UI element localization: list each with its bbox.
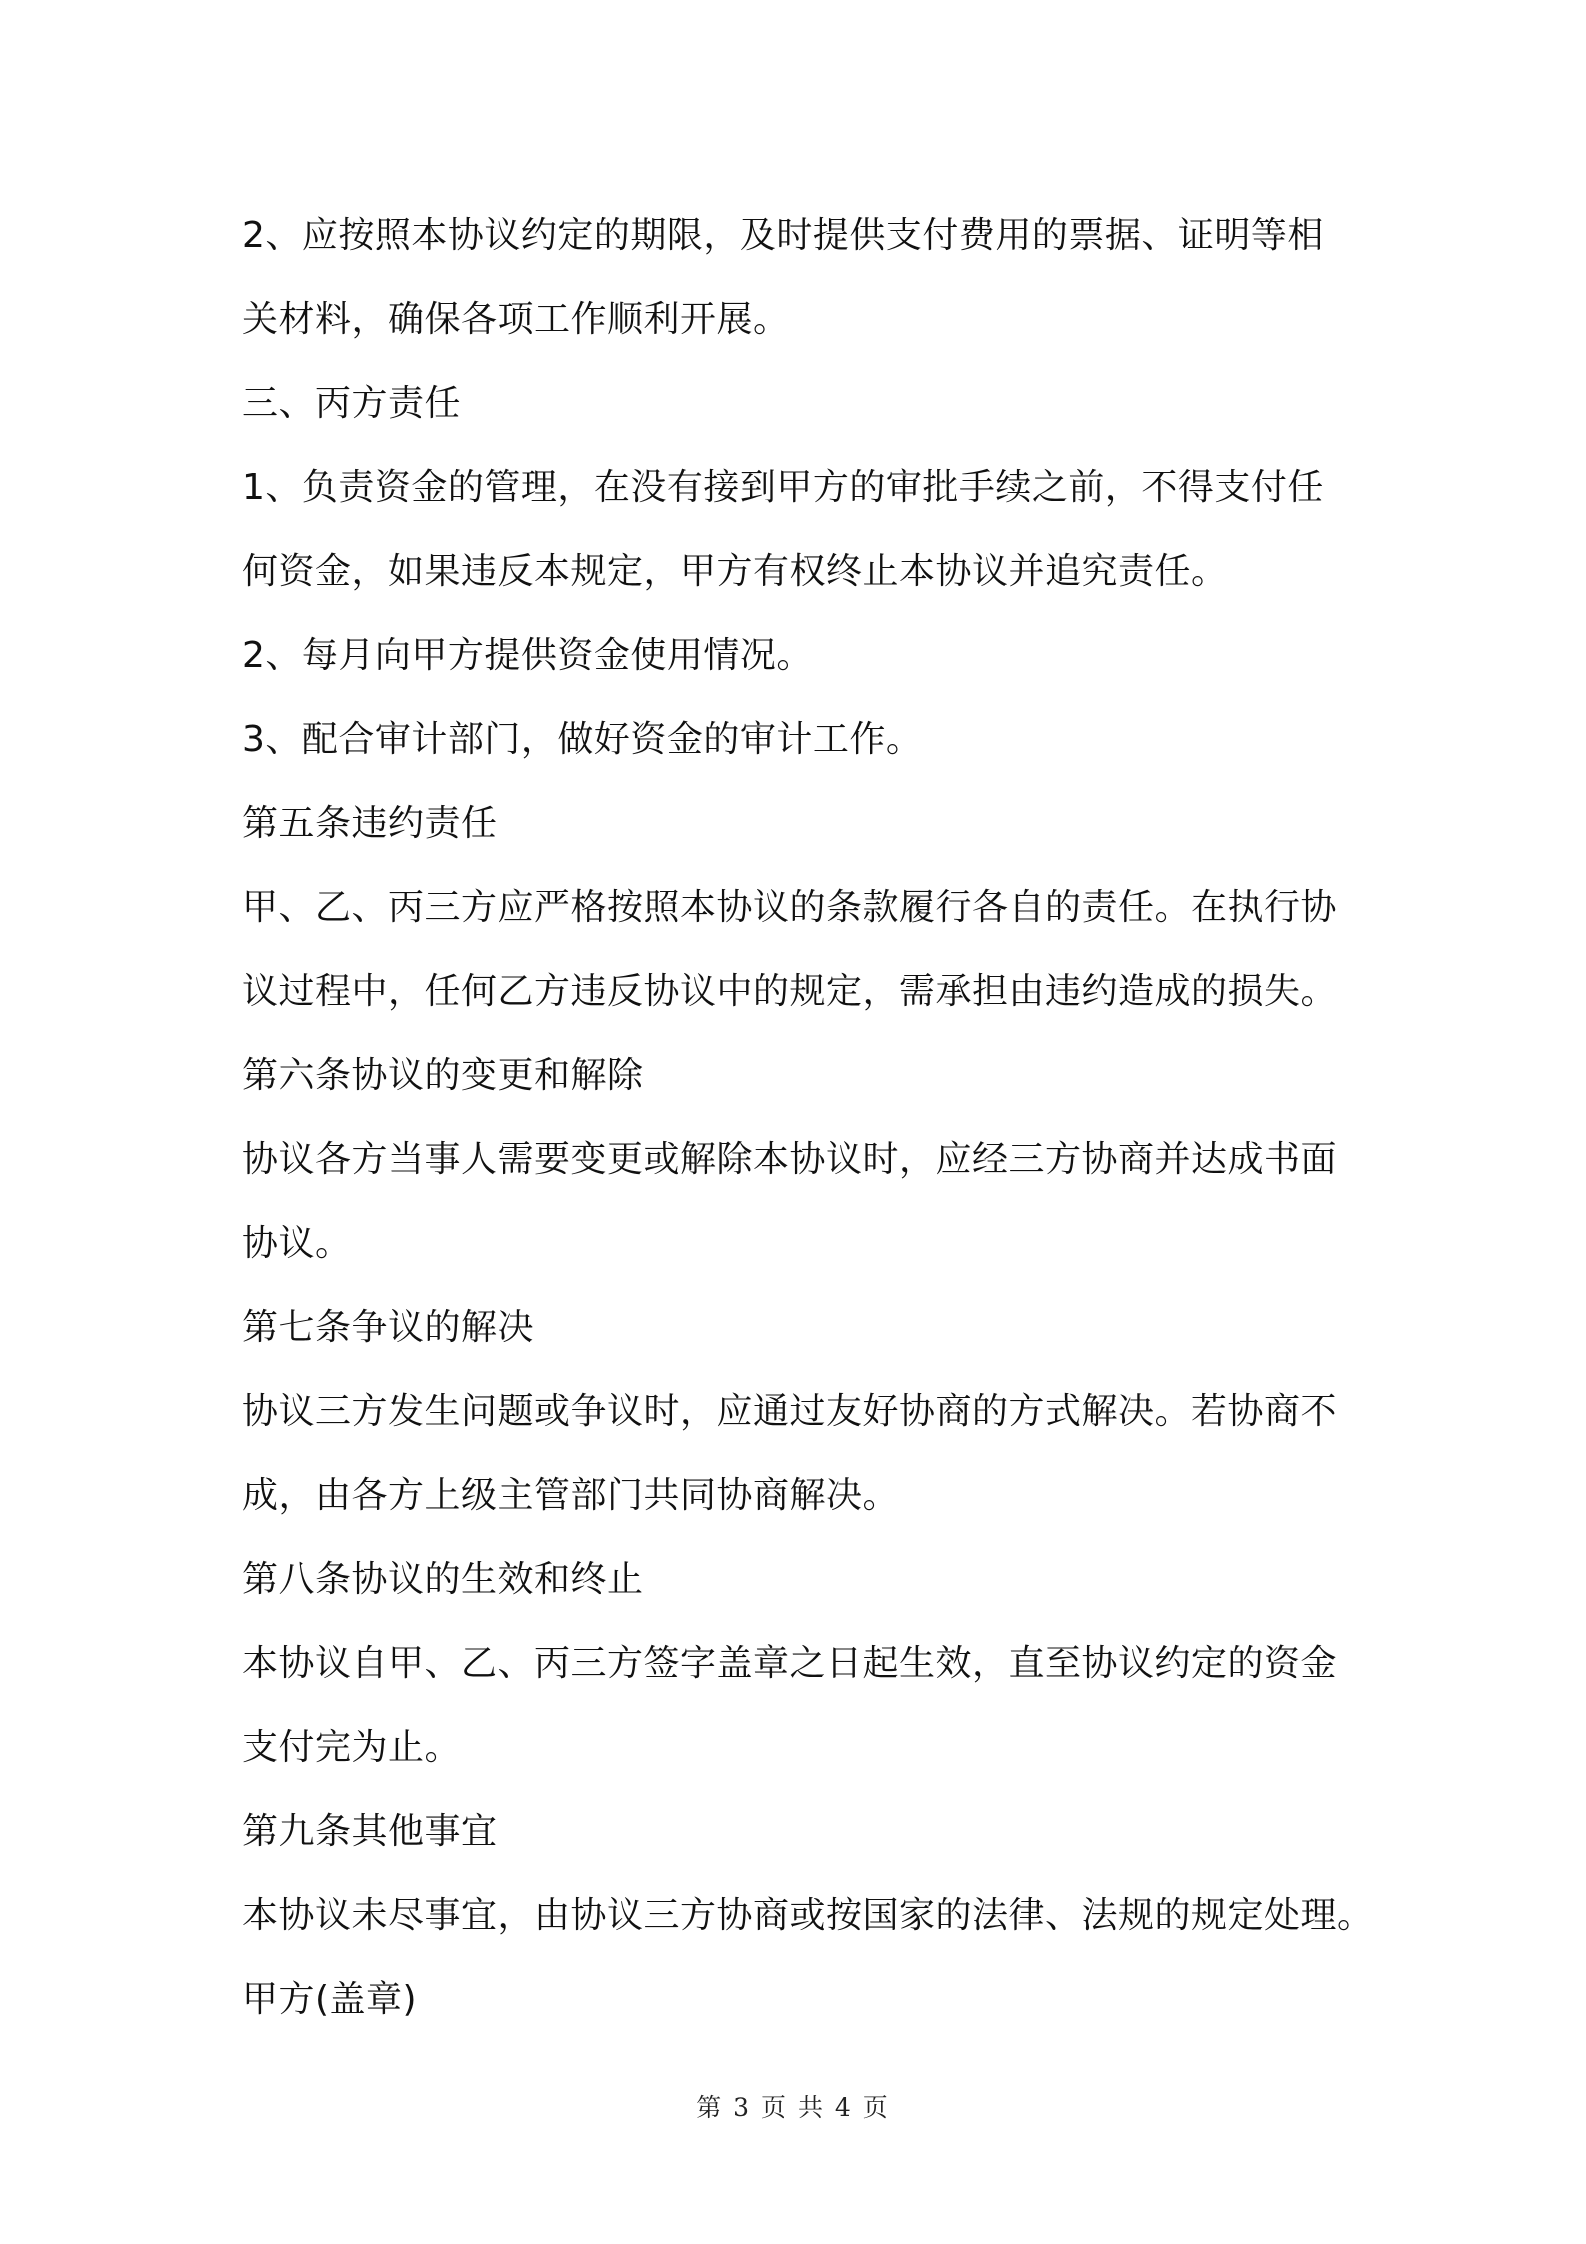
text-line: 3、配合审计部门，做好资金的审计工作。: [242, 719, 923, 760]
text-line: 协议。: [242, 1223, 352, 1264]
article-heading: 第九条其他事宜: [242, 1811, 498, 1852]
signature-label: 甲方(盖章): [242, 1979, 418, 2020]
text-line: 甲、乙、丙三方应严格按照本协议的条款履行各自的责任。在执行协: [242, 887, 1338, 928]
text-line: 协议各方当事人需要变更或解除本协议时，应经三方协商并达成书面: [242, 1139, 1338, 1180]
text-line: 2、每月向甲方提供资金使用情况。: [242, 635, 813, 676]
text-line: 协议三方发生问题或争议时，应通过友好协商的方式解决。若协商不: [242, 1391, 1338, 1432]
document-body: [242, 194, 1374, 2042]
text-line: 成，由各方上级主管部门共同协商解决。: [242, 1475, 900, 1516]
section-heading: 三、丙方责任: [242, 383, 462, 424]
article-heading: 第八条协议的生效和终止: [242, 1559, 644, 1600]
text-line: 支付完为止。: [242, 1727, 462, 1768]
text-line: 何资金，如果违反本规定，甲方有权终止本协议并追究责任。: [242, 551, 1228, 592]
article-heading: 第六条协议的变更和解除: [242, 1055, 644, 1096]
text-line: 1、负责资金的管理，在没有接到甲方的审批手续之前，不得支付任: [242, 467, 1324, 508]
page-number: 第 3 页 共 4 页: [696, 2093, 890, 2122]
text-line: 关材料，确保各项工作顺利开展。: [242, 299, 790, 340]
text-line: 议过程中，任何乙方违反协议中的规定，需承担由违约造成的损失。: [242, 971, 1338, 1012]
text-line: 本协议自甲、乙、丙三方签字盖章之日起生效，直至协议约定的资金: [242, 1643, 1338, 1684]
text-line: 本协议未尽事宜，由协议三方协商或按国家的法律、法规的规定处理。: [242, 1895, 1374, 1936]
text-line: 2、应按照本协议约定的期限，及时提供支付费用的票据、证明等相: [242, 215, 1324, 256]
article-heading: 第五条违约责任: [242, 803, 498, 844]
article-heading: 第七条争议的解决: [242, 1307, 535, 1348]
